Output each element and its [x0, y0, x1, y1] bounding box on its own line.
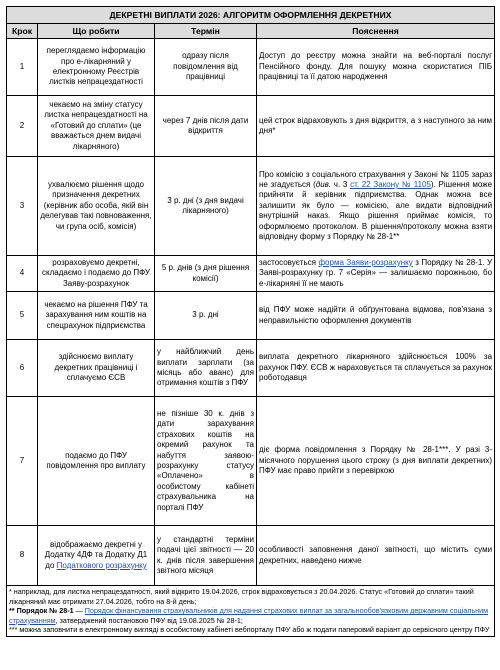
step-term: у стандартні терміни подачі цієї звітності — 20 к. днів після завершення звітного місяця: [155, 526, 257, 586]
action-text: відображаємо декретні у Додатку 4ДФ та Додатку Д1 до: [44, 539, 148, 570]
footnote-1: * наприклад, для листка непрацездатності, який відкрито 19.04.2026, строк відраховується з 20.04.2026. Статус «Готовий до сплати» такий лікарняний має отримати 27.04.2026, тобто на 8-й день;: [9, 587, 474, 606]
step-number: 7: [7, 397, 38, 526]
table-row: [7, 397, 495, 526]
step-explanation: [257, 157, 495, 256]
step-explanation: цей строк відраховують з дня відкриття, а з наступного за ним дня*: [257, 96, 495, 157]
step-explanation: виплата декретного лікарняного здійснюється 100% за рахунок ПФУ. ЄСВ ж нараховується та сплачується за рахунок роботодавця: [257, 340, 495, 397]
law-article-link[interactable]: ст. 22 Закону № 1105: [350, 179, 431, 189]
step-term: одразу після повідомлення від працівниці: [155, 39, 257, 96]
step-explanation: особливості заповнення даної звітності, що містить суми декретних, наведено нижче: [257, 526, 495, 586]
footnote-2-text: , затверджений постановою ПФУ від 19.08.2025 № 28-1;: [55, 615, 243, 625]
explanation-text: застосовується: [259, 257, 319, 267]
header-explanation: Пояснення: [257, 24, 495, 39]
step-action: розраховуємо декретні, складаємо і подаємо до ПФУ Заяву-розрахунок: [38, 256, 155, 292]
header-step: Крок: [7, 24, 38, 39]
step-number: 4: [7, 256, 38, 292]
step-term: у найближчий день виплати зарплати (за місяць або аванс) для отримання коштів з ПФУ: [155, 340, 257, 397]
step-action: чекаємо на рішення ПФУ та зарахування ним коштів на спецрахунок підприємства: [38, 292, 155, 340]
step-action: ухвалюємо рішення щодо призначення декретних (керівник або особа, якій він делегував такі повноваження, чи група осіб, комісія): [38, 157, 155, 256]
step-action: [38, 526, 155, 586]
header-term: Термін: [155, 24, 257, 39]
footnotes: [7, 586, 495, 637]
footnote-2-label: ** Порядок № 28-1: [9, 606, 74, 616]
table-row: [7, 340, 495, 397]
explanation-see-abbr: див.: [315, 179, 332, 189]
table-row: [7, 39, 495, 96]
explanation-text: ). Рішення може прийняти й керівник підприємства. Однак можна все залишити як було — комісією, але видати відповідний внутрішній наказ. Якщо рішення приймає комісія, то оформлюємо протоколом. В рішення/протоколу можна взяти відповідну форму з Порядку № 28-1**: [259, 179, 493, 242]
table-row: [7, 292, 495, 340]
step-explanation: Доступ до реєстру можна знайти на веб-порталі послуг Пенсійного фонду. Для пошуку можна скористатися ПІБ працівниці та її датою народження: [257, 39, 495, 96]
step-term: 3 р. дні: [155, 292, 257, 340]
header-action: Що робити: [38, 24, 155, 39]
step-number: 1: [7, 39, 38, 96]
table-row: [7, 256, 495, 292]
step-term: 3 р. дні (з дня видачі лікарняного): [155, 157, 257, 256]
application-form-link[interactable]: форма Заяви-розрахунку: [318, 257, 413, 267]
step-number: 6: [7, 340, 38, 397]
procedure-link[interactable]: Порядок фінансування страхувальників для надання страхових виплат за загальнообов'язковим державним соціальним страхуванням: [9, 606, 489, 625]
step-action: чекаємо на зміну статусу листка непрацездатності на «Готовий до сплати» (це вважається днем видачі лікарняного): [38, 96, 155, 157]
step-explanation: [257, 256, 495, 292]
step-explanation: діє форма повідомлення з Порядку № 28-1***. У разі 3-місячного порушення цього строку (з дня виплати декретних) ПФУ має право прийти з перевіркою: [257, 397, 495, 526]
table-row: [7, 96, 495, 157]
step-action: здійснюємо виплату декретних працівниці і сплачуємо ЄСВ: [38, 340, 155, 397]
step-number: 5: [7, 292, 38, 340]
footnote-3: *** можна заповнити в електронному вигляді в особистому кабінеті вебпорталу ПФУ або ж подати паперовий варіант до сервісного центру ПФУ: [9, 625, 490, 635]
step-term: не пізніше 30 к. днів з дати зарахування страхових коштів на окремий рахунок та набуття заявою-розрахунку статусу «Оплачено» в особистому кабінеті страхувальника на порталі ПФУ: [155, 397, 257, 526]
step-term: через 7 днів після дати відкриття: [155, 96, 257, 157]
step-action: подаємо до ПФУ повідомлення про виплату: [38, 397, 155, 526]
tax-report-link[interactable]: Податкового розрахунку: [56, 560, 147, 570]
step-number: 8: [7, 526, 38, 586]
table-row: [7, 157, 495, 256]
explanation-text: Про комісію з соціального страхування у Законі № 1105 зараз не згадується (: [259, 169, 493, 189]
footnote-2: [9, 606, 492, 625]
step-term: 5 р. днів (з дня рішення комісії): [155, 256, 257, 292]
maternity-payments-table: [6, 6, 495, 637]
footnote-2-dash: —: [73, 606, 85, 616]
explanation-text: з Порядку № 28-1. У Заяві-розрахунку гр. 7 «Серія» — залишаємо порожньою, бо е-лікарняні її не мають: [259, 257, 493, 288]
explanation-text: ч. 3: [331, 179, 351, 189]
step-action: переглядаємо інформацію про е-лікарняний у електронному Реєстрів листків непрацездатності: [38, 39, 155, 96]
step-number: 3: [7, 157, 38, 256]
table-title: ДЕКРЕТНІ ВИПЛАТИ 2026: АЛГОРИТМ ОФОРМЛЕННЯ ДЕКРЕТНИХ: [7, 7, 495, 24]
step-explanation: від ПФУ може надійти й обґрунтована відмова, пов'язана з неправильністю оформлення документів: [257, 292, 495, 340]
step-number: 2: [7, 96, 38, 157]
table-row: [7, 526, 495, 586]
